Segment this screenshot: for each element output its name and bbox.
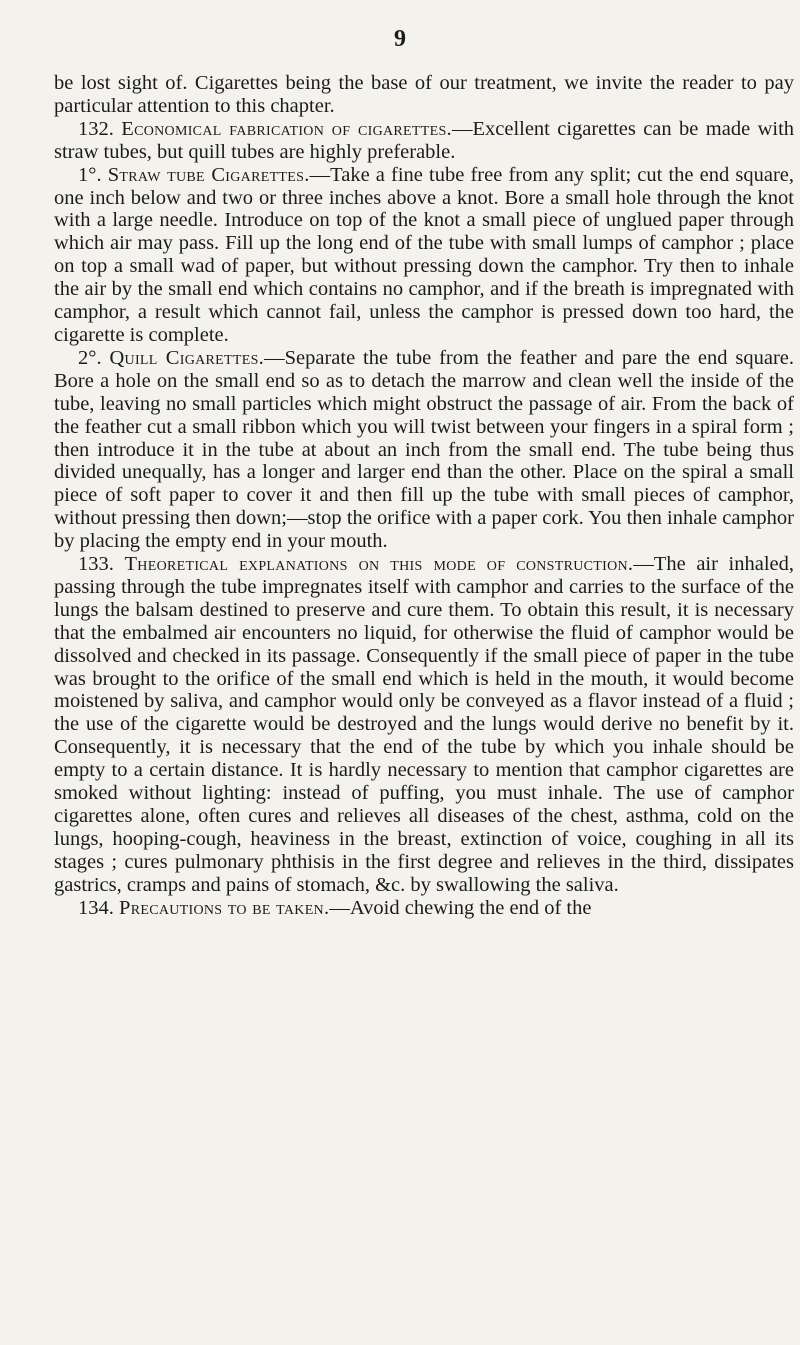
section-heading: Precautions to be taken. <box>119 896 330 919</box>
section-heading: Theoretical explanations on this mode of construction. <box>124 553 634 576</box>
paragraph-text: be lost sight of. Cigarettes being the base of our treatment, we invite the reader to pay particular attention to this chapter. <box>54 72 794 117</box>
paragraph-133 <box>54 553 794 897</box>
paragraph-132 <box>54 118 794 164</box>
paragraph-text: —Avoid chewing the end of the <box>329 896 592 919</box>
section-number: 2°. <box>78 346 102 369</box>
page-number: 9 <box>394 26 406 52</box>
paragraph-text: —Excellent cigarettes can be made with straw tubes, but quill tubes are highly preferable. <box>54 117 795 163</box>
section-heading: Economical fabrication of cigarettes. <box>121 117 452 140</box>
section-number: 134. <box>78 896 114 919</box>
paragraph-quill <box>54 347 794 553</box>
section-heading: Quill Cigarettes. <box>109 346 265 369</box>
section-number: 132. <box>78 117 114 140</box>
paragraph-straw-tube <box>54 164 794 347</box>
paragraph-text: —Take a fine tube free from any split; cut the end square, one inch below and two or three inches above a knot. Bore a small hole through the knot with a large needle. Introduce on top of the knot a small piece of unglued paper through which air may pass. Fill up the long end of the tube with small lumps of camphor ; place on top a small wad of paper, but without pressing down the camphor. Try then to inhale the air by the small end which contains no camphor, and if the breath is impregnated with camphor, a result which cannot fail, unless the camphor is pressed down too hard, the cigarette is complete. <box>54 163 794 346</box>
section-number: 1°. <box>78 163 102 186</box>
paragraph-continuation <box>54 72 794 118</box>
section-number: 133. <box>78 553 114 576</box>
section-heading: Straw tube Cigarettes. <box>107 163 310 186</box>
paragraph-text: —The air inhaled, passing through the tube impregnates itself with camphor and carries to the surface of the lungs the balsam destined to preserve and cure them. To obtain this result, it is necessary that the embalmed air encounters no liquid, for otherwise the fluid of camphor would be dissolved and checked in its passage. Consequently if the small piece of paper in the tube was brought to the orifice of the small end which is held in the mouth, it would become moistened by saliva, and camphor would only be conveyed as a flavor instead of a fluid ; the use of the cigarette would be destroyed and the lungs would derive no benefit by it. Consequently, it is necessary that the end of the tube by which you inhale should be empty to a certain distance. It is hardly necessary to mention that camphor cigarettes are smoked without lighting: instead of puffing, you must inhale. The use of camphor cigarettes alone, often cures and relieves all diseases of the chest, asthma, cold on the lungs, hooping-cough, heaviness in the breast, extinction of voice, coughing in all its stages ; cures pulmonary phthisis in the first degree and relieves in the third, dissipates gastrics, cramps and pains of stomach, &c. by swallowing the saliva. <box>54 553 795 896</box>
paragraph-134 <box>54 897 794 920</box>
paragraph-text: —Separate the tube from the feather and pare the end square. Bore a hole on the small end so as to detach the marrow and clean well the inside of the tube, leaving no small particles which might obstruct the passage of air. From the back of the feather cut a small ribbon which you will twist between your fingers in a spiral form ; then introduce it in the tube at about an inch from the small end. The tube being thus divided unequally, has a longer and larger end than the other. Place on the spiral a small piece of soft paper to cover it and then fill up the tube with small pieces of camphor, without pressing then down;—stop the orifice with a paper cork. You then inhale camphor by placing the empty end in your mouth. <box>54 346 795 553</box>
body-text <box>54 72 794 920</box>
